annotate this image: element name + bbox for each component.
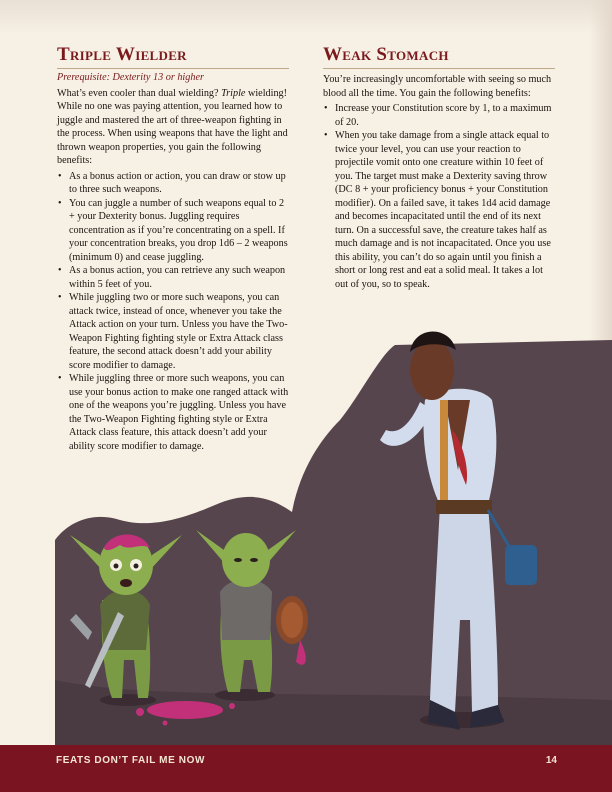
list-item: [57, 372, 289, 453]
list-item: [323, 102, 555, 129]
bullet-icon: •: [58, 373, 62, 384]
bullet-icon: •: [324, 103, 328, 114]
feat-title-weak-stomach: Weak Stomach: [323, 44, 555, 69]
list-item-text: As a bonus action or action, you can draw or stow up to three such weapons.: [69, 170, 286, 195]
left-column: [57, 44, 289, 453]
intro-emphasis: Triple: [221, 87, 246, 99]
list-item: [323, 129, 555, 291]
intro-text: What’s even cooler than dual wielding?: [57, 87, 222, 99]
benefits-list: [323, 102, 555, 291]
bullet-icon: •: [58, 170, 62, 182]
page-number: 14: [545, 755, 557, 766]
list-item: [57, 291, 289, 372]
list-item: [57, 170, 289, 197]
footer-band: [0, 745, 612, 792]
benefits-list: [57, 170, 289, 454]
bullet-icon: •: [58, 292, 62, 303]
intro-paragraph: You’re increasingly uncomfortable with seeing so much blood all the time. You gain the following benefits:: [323, 74, 552, 99]
list-item-text: As a bonus action, you can retrieve any such weapon within 5 feet of you.: [69, 265, 286, 290]
bullet-icon: •: [58, 265, 62, 276]
list-item-text: When you take damage from a single attack equal to twice your level, you can use your reaction to projectile vomit onto one creature within 10 feet of you. The target must make a Dexterity saving throw (DC 8 + your proficiency bonus + your Constitution modifier). On a failed save, it takes 1d4 acid damage and becomes incapacitated until the end of its next turn. On a successful save, the creature takes half as much damage and is not incapacitated. Once you use this ability, you can’t do so again until you finish a short or long rest and eat a solid meal. It takes a lot out of you, so to speak.: [335, 130, 551, 290]
bullet-icon: •: [58, 197, 62, 209]
list-item: [57, 264, 289, 291]
list-item-text: While juggling three or more such weapons, you can use your bonus action to make one ranged attack with one of the weapons you’re juggling. Unless you have the Two-Weapon Fighting fighting style or Extra Attack class feature, this attack doesn’t add your ability score modifier to damage.: [69, 373, 289, 452]
list-item-text: While juggling two or more such weapons, you can attack twice, instead of once, whenever you take the Attack action on your turn. Unless you have the Two-Weapon Fighting fighting style or Extra Attack class feature, the second attack doesn’t add your ability score modifier to damage.: [69, 292, 288, 371]
prerequisite: Prerequisite: Dexterity 13 or higher: [57, 72, 204, 83]
bullet-icon: •: [324, 130, 328, 141]
list-item: [57, 197, 289, 265]
list-item-text: You can juggle a number of such weapons equal to 2 + your Dexterity bonus. Juggling requires concentration as if you’re concentrating on a spell. If your concentration breaks, you drop 1d6 – 2 weapons (minimum 0) and cease juggling.: [69, 197, 288, 263]
intro-text-continued: wielding! While no one was paying attention, you learned how to juggle and mastered the art of three-weapon fighting in the process. When using weapons that have the light and thrown weapon properties, you gain the following benefits:: [57, 87, 288, 166]
footer-title: FEATS DON’T FAIL ME NOW: [56, 755, 205, 766]
intro-paragraph: [57, 87, 289, 168]
feat-title-triple-wielder: Triple Wielder: [57, 44, 289, 69]
list-item-text: Increase your Constitution score by 1, to a maximum of 20.: [335, 103, 552, 128]
right-column: [323, 44, 555, 291]
